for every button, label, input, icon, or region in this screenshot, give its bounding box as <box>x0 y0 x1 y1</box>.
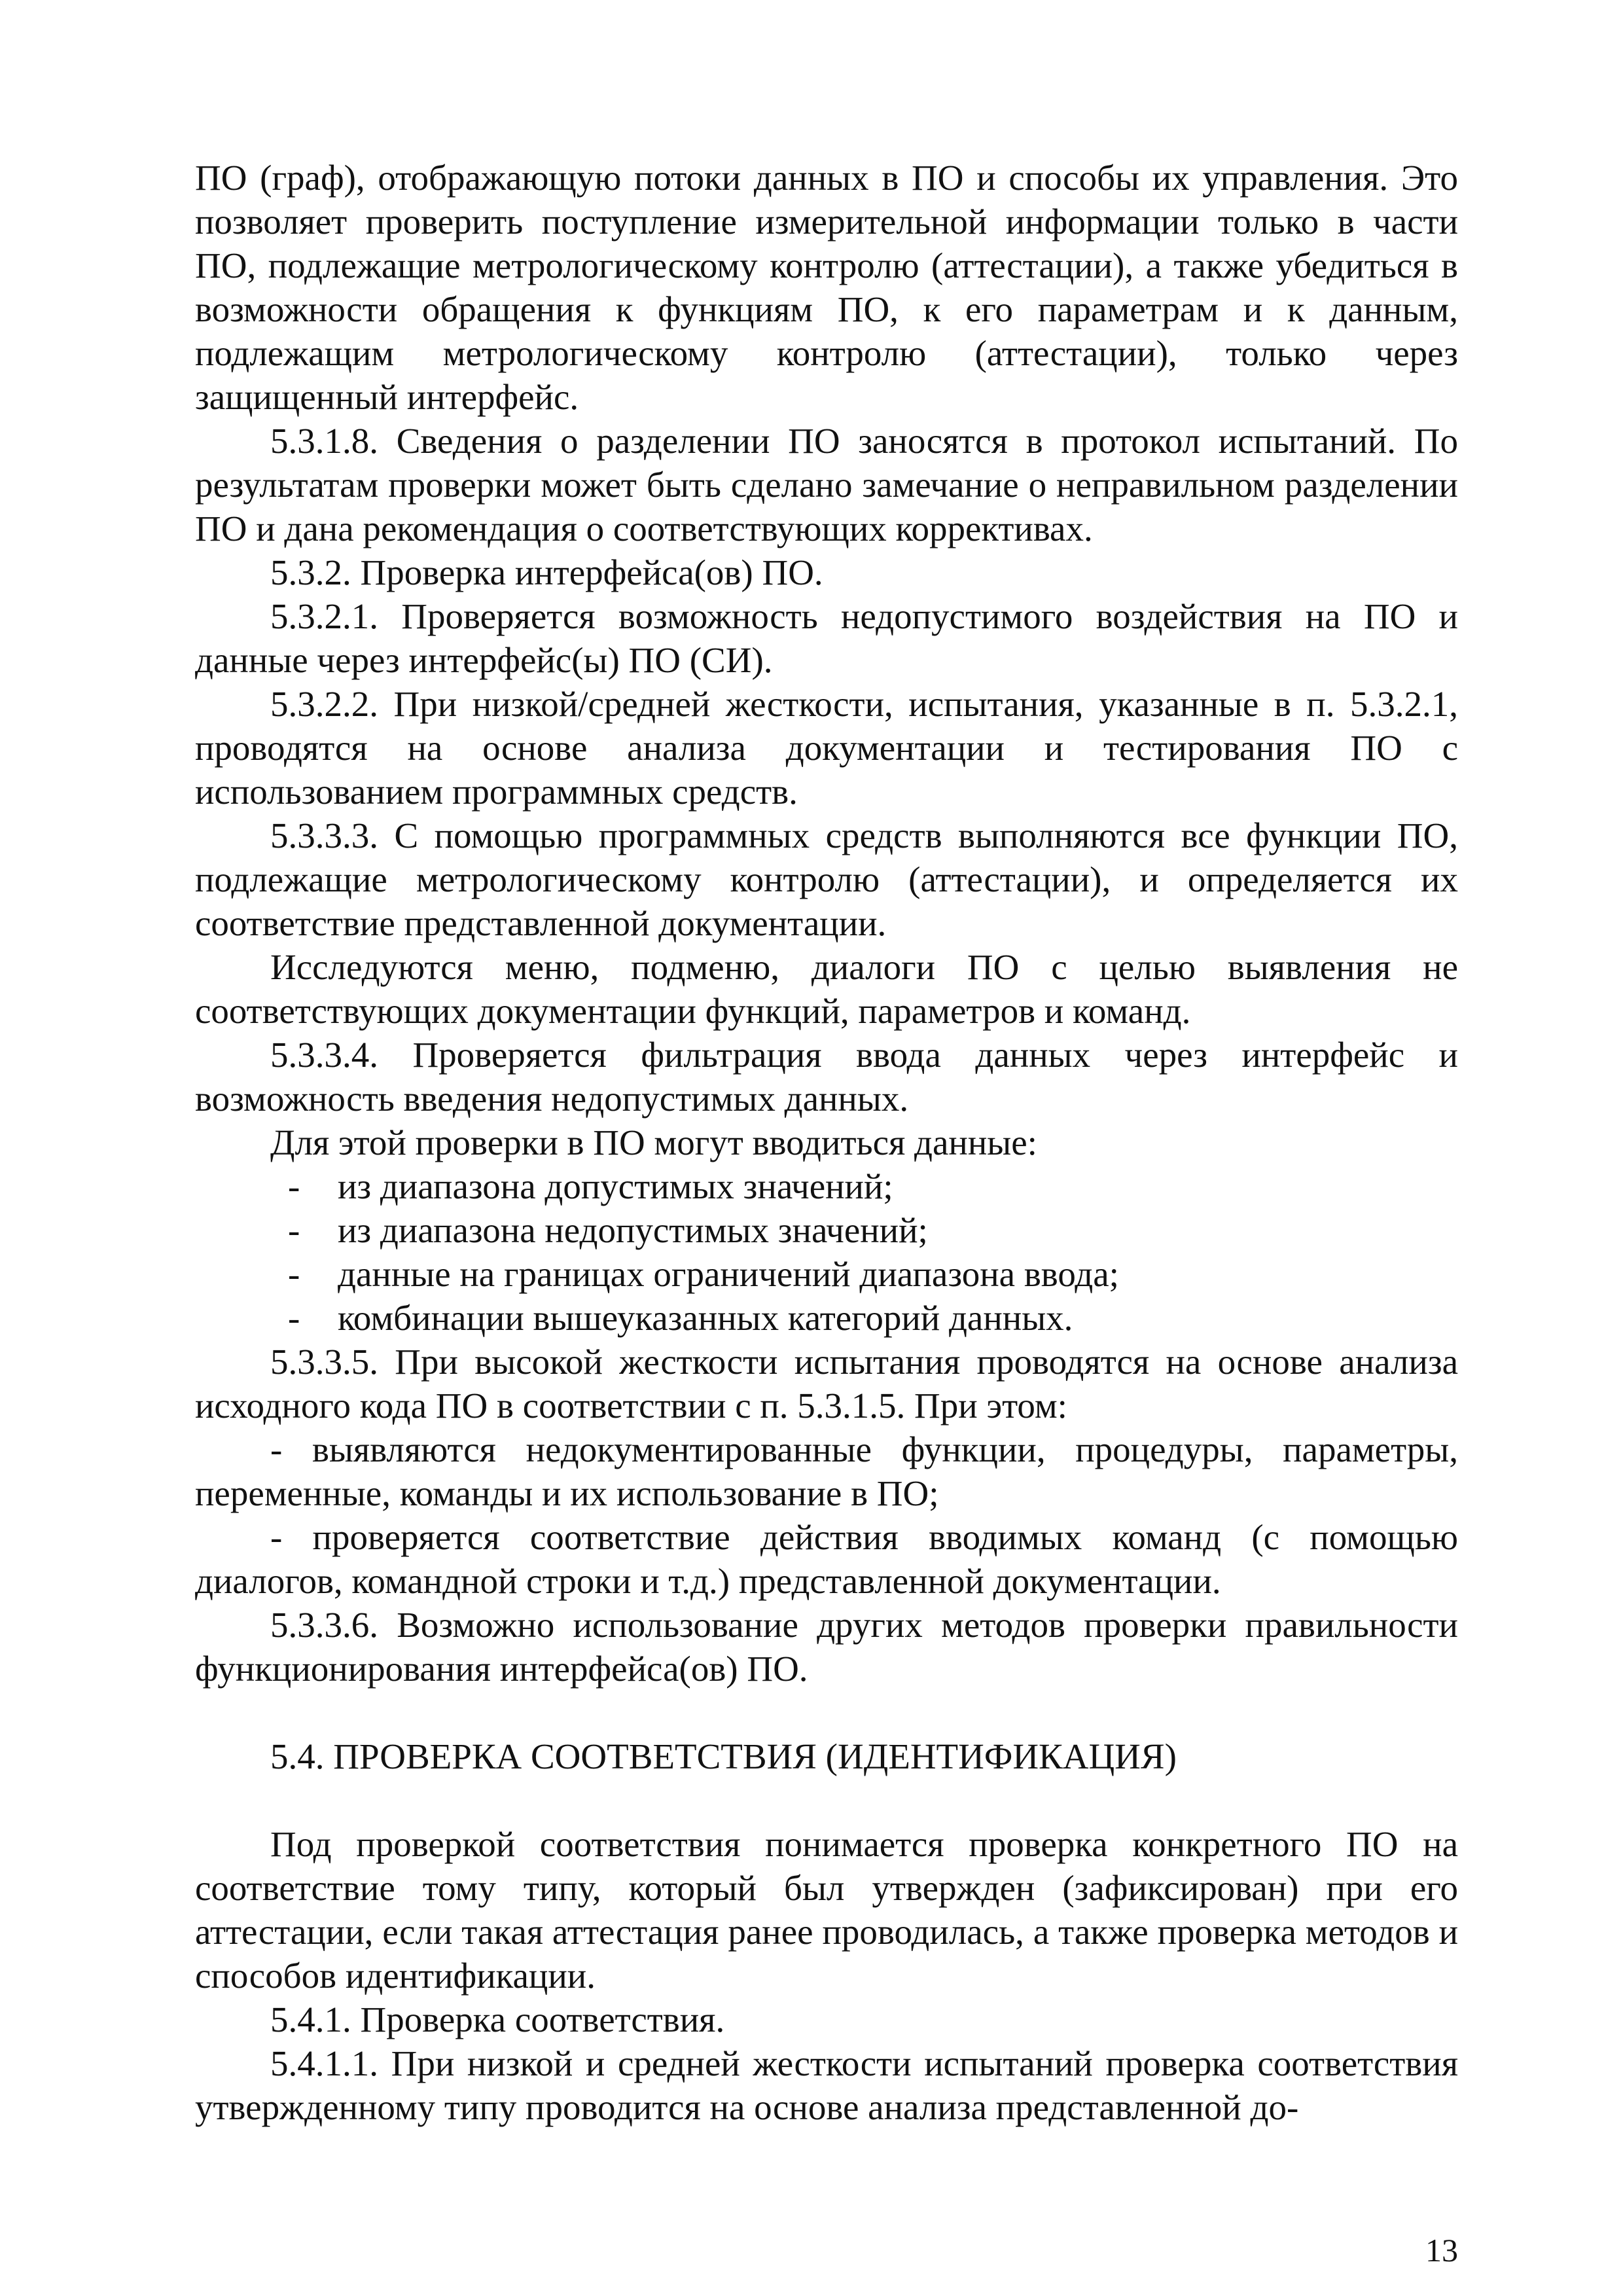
paragraph-input-data-intro: Для этой проверки в ПО могут вводиться данные: <box>270 1122 1037 1162</box>
section-heading: 5.4. ПРОВЕРКА СООТВЕТСТВИЯ (ИДЕНТИФИКАЦИЯ) <box>270 1736 1177 1776</box>
paragraph-continuation: ПО (граф), отображающую потоки данных в ПО и способы их управления. Это позволяет проверить поступление измерительной информации только в части ПО, подлежащие метрологическому контролю (аттестации), а также убедиться в возможности обращения к функциям ПО, к его параметрам и к данным, подлежащим метрологическому контролю (аттестации), только через защищенный интерфейс. <box>195 158 1458 417</box>
page-number: 13 <box>1425 2232 1458 2269</box>
paragraph-5-4-1: 5.4.1. Проверка соответствия. <box>270 2000 725 2039</box>
paragraph-menus: Исследуются меню, подменю, диалоги ПО с целью выявления не соответствующих документации функций, параметров и команд. <box>195 947 1458 1031</box>
paragraph-command-conformance: - проверяется соответствие действия вводимых команд (с помощью диалогов, командной строки и т.д.) представленной документации. <box>195 1517 1458 1601</box>
paragraph-5-3-2: 5.3.2. Проверка интерфейса(ов) ПО. <box>270 552 823 592</box>
body-text <box>195 156 1458 2129</box>
paragraph-undocumented-functions: - выявляются недокументированные функции, процедуры, параметры, переменные, команды и их использование в ПО; <box>195 1429 1458 1513</box>
list-item-text: из диапазона допустимых значений; <box>338 1166 893 1206</box>
paragraph-5-3-3-5: 5.3.3.5. При высокой жесткости испытания проводятся на основе анализа исходного кода ПО в соответствии с п. 5.3.1.5. При этом: <box>195 1342 1458 1426</box>
list-dash: - <box>288 1210 300 1250</box>
paragraph-5-3-3-4: 5.3.3.4. Проверяется фильтрация ввода данных через интерфейс и возможность введения недопустимых данных. <box>195 1035 1458 1119</box>
list-item <box>195 1296 1458 1340</box>
paragraph-5-3-2-2: 5.3.2.2. При низкой/средней жесткости, испытания, указанные в п. 5.3.2.1, проводятся на основе анализа документации и тестирования ПО с использованием программных средств. <box>195 684 1458 812</box>
paragraph-5-3-2-1: 5.3.2.1. Проверяется возможность недопустимого воздействия на ПО и данные через интерфейс(ы) ПО (СИ). <box>195 596 1458 680</box>
paragraph-5-3-3-6: 5.3.3.6. Возможно использование других методов проверки правильности функционирования интерфейса(ов) ПО. <box>195 1605 1458 1689</box>
paragraph-5-3-3-3: 5.3.3.3. С помощью программных средств выполняются все функции ПО, подлежащие метрологическому контролю (аттестации), и определяется их соответствие представленной документации. <box>195 816 1458 943</box>
spacer <box>195 1691 1458 1734</box>
list-item <box>195 1208 1458 1252</box>
spacer <box>195 1778 1458 1822</box>
list-item-text: комбинации вышеуказанных категорий данных. <box>338 1298 1073 1338</box>
list-item-text: данные на границах ограничений диапазона ввода; <box>338 1254 1119 1294</box>
list-dash: - <box>288 1254 300 1294</box>
list-item <box>195 1164 1458 1208</box>
paragraph-conformance-definition: Под проверкой соответствия понимается проверка конкретного ПО на соответствие тому типу, который был утвержден (зафиксирован) при его аттестации, если такая аттестация ранее проводилась, а также проверка методов и способов идентификации. <box>195 1824 1458 1996</box>
list-item <box>195 1252 1458 1296</box>
list-item-text: из диапазона недопустимых значений; <box>338 1210 928 1250</box>
list-dash: - <box>288 1166 300 1206</box>
paragraph-5-4-1-1: 5.4.1.1. При низкой и средней жесткости испытаний проверка соответствия утвержденному типу проводится на основе анализа представленной до- <box>195 2043 1458 2127</box>
paragraph-5-3-1-8: 5.3.1.8. Сведения о разделении ПО заносятся в протокол испытаний. По результатам проверки может быть сделано замечание о неправильном разделении ПО и дана рекомендация о соответствующих коррективах. <box>195 421 1458 548</box>
input-data-list <box>195 1164 1458 1340</box>
list-dash: - <box>288 1298 300 1338</box>
